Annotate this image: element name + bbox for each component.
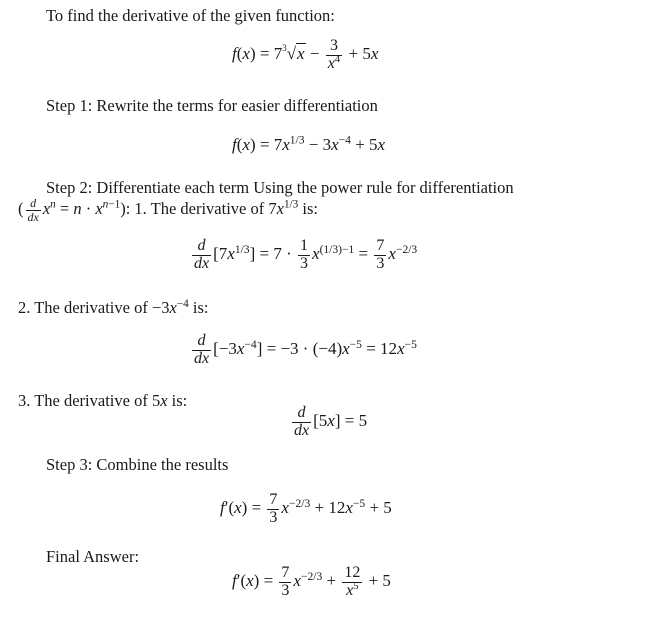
item2-is: is: [188,298,209,317]
equation-derivative-term2: $\frac{d}{dx}$ $[-3x^{-4}] = -3 \cdot (-4)x^{-5} = 12x^{-5}$ [194,332,417,367]
step2-rule-is: is: [298,198,318,218]
step2-rule-line: ( $\frac{d}{dx}$ $x^n = n \cdot x^{n-1}$): 1. The derivative of $7x^{1/3}$ is: [18,196,318,224]
final-answer-label: Final Answer: [46,547,140,566]
step3-heading: Step 3: Combine the results [46,455,229,474]
item3-text: 3. The derivative of 5x is: [18,391,188,410]
equation-derivative-term3: $\frac{d}{dx}$ [5x] = 5 [294,404,368,439]
equation-derivative-term1: $\frac{d}{dx}$ $[7x^{1/3}] = 7$ · $\frac{1}{3}$ $x^{(1/3)-1}$ = $\frac{7}{3}$ $x^{-2/3}$ [194,237,418,272]
equation-final-answer: f′(x) = $\frac{7}{3}$ $x^{-2/3}$ + $\frac{12}{x^5}$ + 5 [232,564,391,599]
equation-rewritten-function: $f(x) = 7x^{1/3} - 3x^{-4} + 5x$ [232,133,386,154]
equation-combined-derivative: f′(x) = $\frac{7}{3}$ $x^{-2/3} + 12x^{-5} + 5$ [220,491,392,526]
equation-original-function: $f(x) = 7^3√x$ − $\frac{3}{x^4}$ + 5x [232,37,379,72]
item2-label: 2. The derivative of [18,298,152,317]
item3-is: is: [167,391,188,410]
item2-text: 2. The derivative of $-3x^{-4}$ is: [18,297,209,317]
intro-text: To find the derivative of the given function: [46,6,335,25]
step2-heading: Step 2: Differentiate each term Using the power rule for differentiation [46,178,514,197]
step1-heading: Step 1: Rewrite the terms for easier differentiation [46,96,378,115]
item3-label: 3. The derivative of [18,391,152,410]
step2-rule-suffix: ): 1. The derivative of [120,198,269,218]
